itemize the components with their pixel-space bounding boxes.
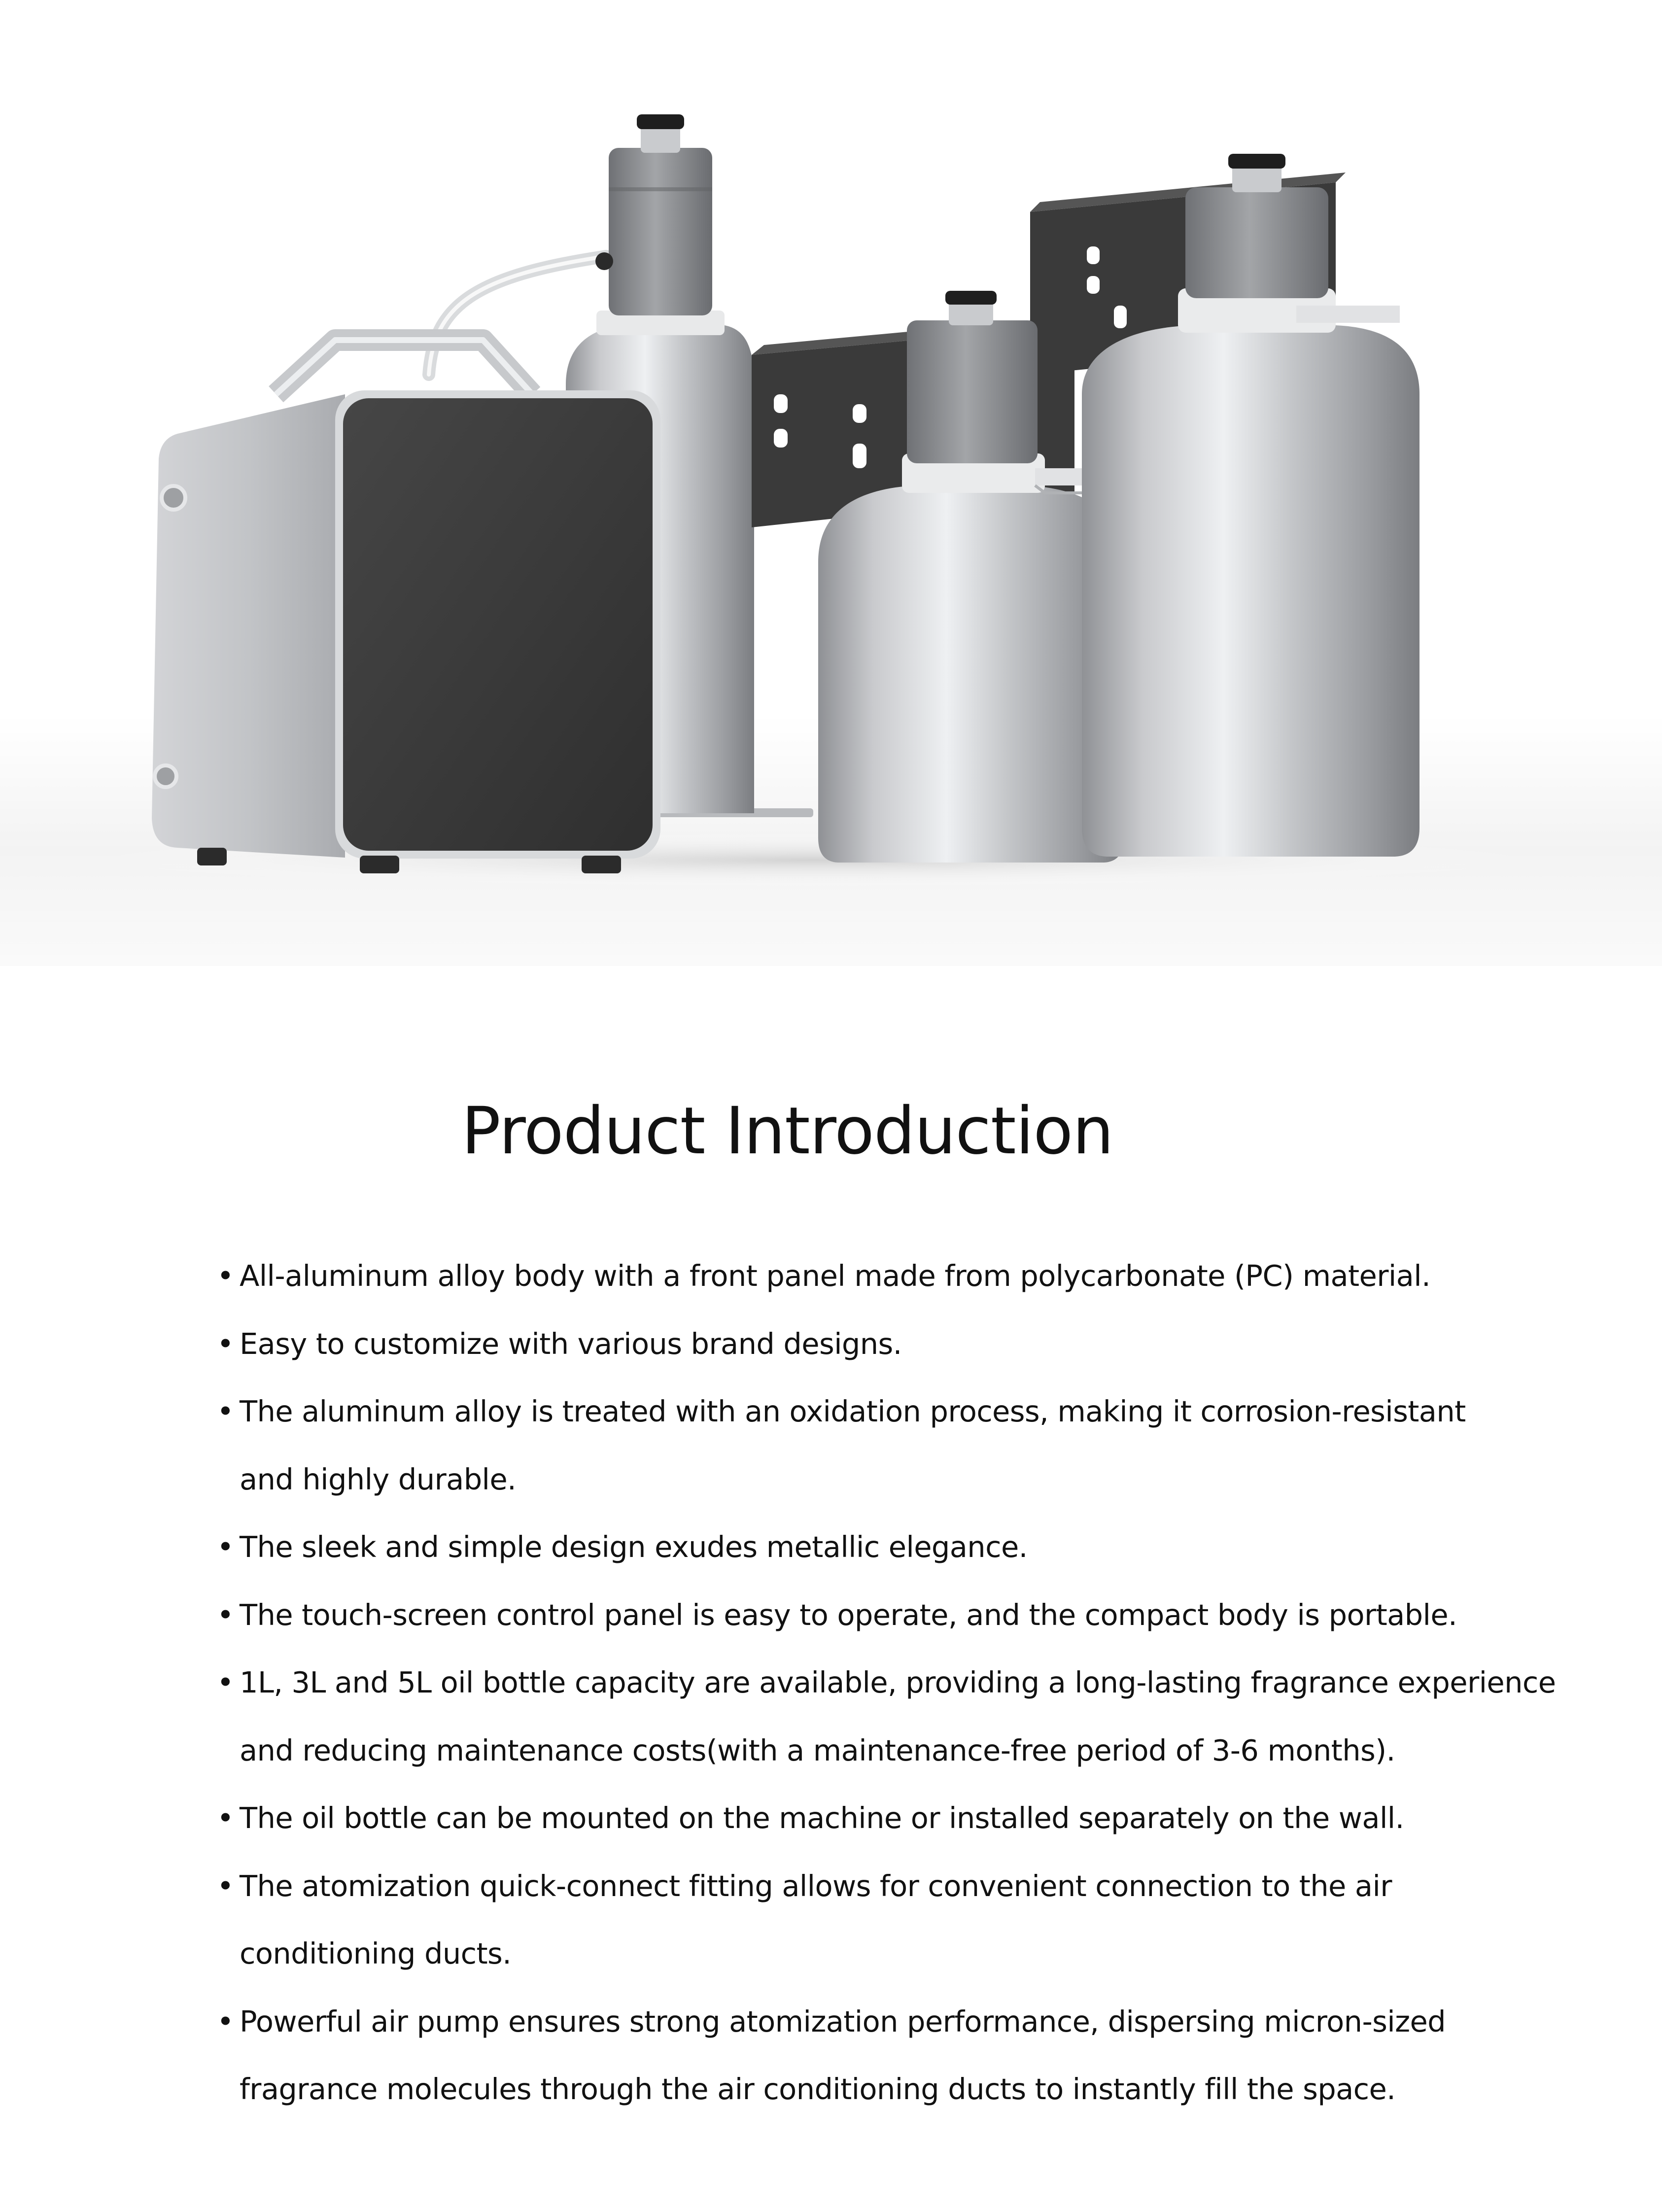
feature-item [217,1581,1508,1649]
bullet-icon: • [217,1326,234,1361]
bullet-icon: • [217,1597,234,1632]
product-hero-image [0,0,1662,966]
feature-text: The atomization quick-connect fitting allows for convenient connection to the air [240,1868,1392,1903]
bullet-icon: • [217,1530,234,1564]
bullet-icon: • [217,1801,234,1835]
product-illustration [0,0,1662,966]
feature-text: Powerful air pump ensures strong atomization performance, dispersing micron-sized [240,2004,1446,2039]
bullet-icon: • [217,1394,234,1428]
page-title: Product Introduction [461,1093,1113,1169]
feature-text: and highly durable. [240,1462,517,1496]
bullet-icon: • [217,2004,234,2039]
feature-item [217,1988,1508,2123]
feature-text: All-aluminum alloy body with a front panel made from polycarbonate (PC) material. [240,1259,1431,1293]
feature-item [217,1513,1508,1581]
feature-item [217,1378,1508,1513]
feature-text: The sleek and simple design exudes metallic elegance. [240,1530,1028,1564]
feature-text: 1L, 3L and 5L oil bottle capacity are available, providing a long-lasting fragrance experience [240,1665,1556,1699]
feature-text: The oil bottle can be mounted on the machine or installed separately on the wall. [240,1801,1404,1835]
feature-text: conditioning ducts. [240,1936,512,1970]
feature-text: fragrance molecules through the air conditioning ducts to instantly fill the space. [240,2072,1396,2106]
diffuser-machine [152,340,660,873]
bullet-icon: • [217,1665,234,1699]
feature-item [217,1310,1508,1378]
feature-item [217,1242,1508,1310]
feature-item [217,1649,1556,1784]
feature-item [217,1784,1508,1852]
feature-item [217,1852,1508,1988]
feature-text: The touch-screen control panel is easy to operate, and the compact body is portable. [240,1597,1457,1632]
bullet-icon: • [217,1868,234,1903]
feature-list [217,1242,1556,2123]
feature-text: The aluminum alloy is treated with an oxidation process, making it corrosion-resistant [240,1394,1466,1428]
bullet-icon: • [217,1259,234,1293]
feature-text: and reducing maintenance costs(with a maintenance-free period of 3-6 months). [240,1733,1395,1767]
feature-text: Easy to customize with various brand designs. [240,1326,902,1361]
